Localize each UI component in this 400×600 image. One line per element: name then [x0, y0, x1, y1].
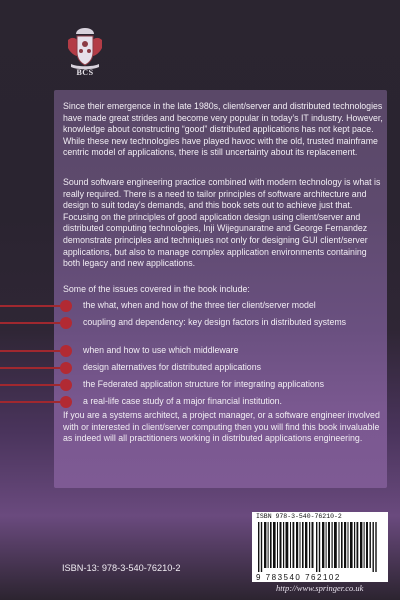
bullet-line — [0, 322, 66, 324]
bullet-line — [0, 401, 66, 403]
isbn-13: ISBN-13: 978-3-540-76210-2 — [62, 563, 181, 573]
bullet-dot-icon — [60, 379, 72, 391]
bullet-dot-icon — [60, 345, 72, 357]
crest-icon — [65, 26, 105, 70]
bullet-dot-icon — [60, 300, 72, 312]
bullet-dot-icon — [60, 317, 72, 329]
paragraph-closing: If you are a systems architect, a project manager, or a software engineer involved with or interested in client/server computing then you will find this book invaluable as indeed will all practitioners working in distributed applications engineering. — [63, 410, 380, 444]
barcode-isbn-label: ISBN 978-3-540-76210-2 — [256, 513, 342, 520]
issue-text: coupling and dependency: key design factors in distributed systems — [83, 317, 347, 327]
list-item — [0, 316, 400, 330]
list-item — [0, 299, 400, 313]
issue-text: the what, when and how of the three tier client/server model — [83, 300, 316, 310]
bullet-line — [0, 350, 66, 352]
list-item — [0, 361, 400, 375]
issue-text: the Federated application structure for integrating applications — [83, 379, 325, 389]
bullet-dot-icon — [60, 362, 72, 374]
bullet-line — [0, 367, 66, 369]
bullet-dot-icon — [60, 396, 72, 408]
issue-text: design alternatives for distributed applications — [83, 362, 261, 372]
barcode-bars-icon — [258, 522, 382, 572]
publisher-url[interactable]: http://www.springer.co.uk — [276, 583, 364, 593]
barcode-digits: 9 783540 762102 — [256, 573, 341, 582]
issue-text: when and how to use which middleware — [83, 345, 239, 355]
list-item — [0, 344, 400, 358]
paragraph-intro: Since their emergence in the late 1980s, client/server and distributed technologies have made great strides and become very popular in today’s IT industry. However, knowledge about constructing “good” distributed applications has not kept pace. While these new technologies have played havoc with the old, trusted mainframe centric model of applications, there is still uncertainty about its replacement. — [63, 101, 383, 158]
bullet-line — [0, 384, 66, 386]
issue-text: a real-life case study of a major financial institution. — [83, 396, 283, 406]
paragraph-overview: Sound software engineering practice combined with modern technology is what is really required. There is a need to tailor principles of software architecture and design to suit today’s demands, and this book sets out to achieve just that. Focusing on the principles of good application design using client/server and distributed computing technologies, Inji Wijegunaratne and George Fernandez demonstrate principles and techniques not only for designing GUI client/server applications, but also to manage complex application environments containing both legacy and new applications. — [63, 177, 381, 269]
bullet-line — [0, 305, 66, 307]
list-item — [0, 378, 400, 392]
logo-label: BCS — [76, 68, 94, 77]
issues-intro: Some of the issues covered in the book include: — [63, 284, 250, 294]
barcode — [252, 512, 388, 582]
list-item — [0, 395, 400, 409]
